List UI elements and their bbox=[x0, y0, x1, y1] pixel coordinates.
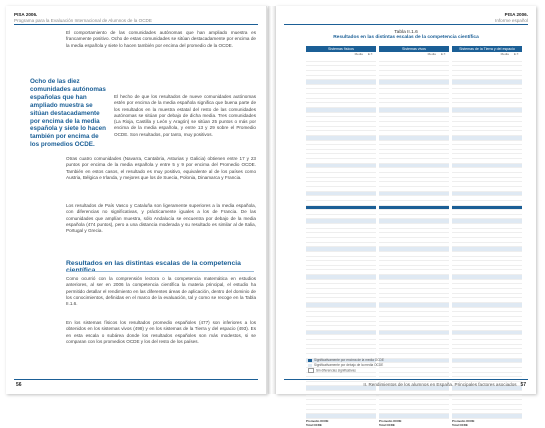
section-heading: Resultados en las distintas escalas de la competencia bbox=[66, 260, 241, 267]
legend-swatch bbox=[308, 359, 312, 362]
legend-swatch bbox=[308, 364, 312, 367]
left-page bbox=[6, 6, 267, 394]
paragraph-2: El hecho de que los resultados de nueve comunidades autónomas estén por encima de la media española significa que buena parte de los resultados en la muestra estatal del resto de las comunidades autónomas se sitúan por debajo de dicha media. Tres comunidades (La Rioja, Castilla y León y Aragón) se sitúan 25 puntos o más por encima de la media española, y entre 13 y 29 sobre el Promedio OCDE. Son resultados, por tanto, muy positivos. bbox=[114, 94, 256, 137]
table-legend bbox=[308, 358, 508, 373]
right-footer bbox=[363, 382, 526, 388]
right-header-subtitle: Informe español bbox=[495, 17, 528, 23]
reference-row-oecd-total: Total OCDE bbox=[452, 423, 468, 428]
left-running-header bbox=[14, 12, 152, 23]
column-header: Sistemas físicos bbox=[306, 46, 376, 52]
table-title: Resultados en las distintas escalas de la competencia científica bbox=[333, 35, 479, 40]
column-subheader: Media E.T. bbox=[500, 52, 519, 56]
paragraph-3: Otras cuatro comunidades (Navarra, Cantabria, Asturias y Galicia) obtienen entre 17 y 23 puntos por encima de la media española y entre 5 y 9 por encima del Promedio OCDE. También en estos casos, el resultado es muy positivo, equivalente al de los países como Austria, Bélgica e Irlanda, y mejores que los de Suecia, Polonia, Dinamarca y Francia. bbox=[66, 156, 256, 180]
reference-row-oecd-total: Total OCDE bbox=[306, 423, 322, 428]
pull-quote: Ocho de las diez comunidades autónomas españolas que han ampliado muestra se sitúan destacadamente por encima de la media española y siete lo hacen también por encima de los promedios OCDE. bbox=[30, 78, 106, 149]
left-header-subtitle: Programa para la Evaluación Internacional de Alumnos de la OCDE bbox=[14, 17, 152, 23]
footer-rule bbox=[14, 379, 258, 380]
reference-row-oecd-average: Promedio OCDE bbox=[379, 418, 402, 423]
left-page-number-wrap bbox=[16, 382, 22, 388]
reference-row-oecd-average: Promedio OCDE bbox=[452, 418, 475, 423]
reference-row-oecd-average: Promedio OCDE bbox=[306, 418, 329, 423]
legend-swatch bbox=[308, 368, 314, 373]
column-subheader: Media E.T. bbox=[427, 52, 446, 56]
section-rule bbox=[66, 271, 254, 272]
right-page bbox=[276, 6, 536, 428]
legend-item-below: Significativamente por debajo de la media OCDE bbox=[308, 363, 508, 368]
reference-row-oecd-total: Total OCDE bbox=[379, 423, 395, 428]
left-header-title: PISA 2006. bbox=[14, 12, 38, 17]
right-footer-text: II. Rendimientos de los alumnos en España. Principales factores asociados bbox=[363, 382, 517, 387]
right-page-number: 57 bbox=[520, 382, 526, 388]
column-header: Sistemas de la Tierra y del espacio bbox=[452, 46, 522, 52]
table-caption bbox=[276, 30, 536, 40]
footer-rule bbox=[284, 379, 528, 380]
paragraph-6: En los sistemas físicos los resultados promedio españoles (477) son inferiores a los obtenidos en los sistemas vivos (498) y en los sistemas de la Tierra y del espacio (493). Es en esta escala o subárea donde los resultados españoles son más modestos, si se comparan con los promedios OCDE y los del resto de los países. bbox=[66, 320, 256, 344]
right-running-header bbox=[495, 12, 528, 23]
right-header-title: PISA 2006. bbox=[504, 12, 528, 17]
column-header: Sistemas vivos bbox=[379, 46, 449, 52]
legend-item-none: Sin diferencias significativas bbox=[308, 368, 508, 373]
left-page-number: 56 bbox=[16, 382, 22, 388]
header-rule bbox=[284, 24, 528, 25]
table-number: Tabla II.1.6 bbox=[394, 30, 418, 35]
paragraph-5: Como ocurrió con la comprensión lectora o la competencia matemática en estudios anteriores, al ser en 2006 la competencia científica la materia principal, el estudio ha permitido detallar el rendimiento en las diferentes áreas de aplicación, dentro del dominio de los conocimientos, definidas en el marco de la evaluación, tal y como se recoge en la Tabla II.1.6. bbox=[66, 276, 256, 307]
paragraph-4: Los resultados de País Vasco y Cataluña son ligeramente superiores a la media española, con diferencias no significativas, y prácticamente iguales a los de Francia. De las comunidades que amplían muestra, sólo Andalucía se encuentra por debajo de la media española (474 puntos), pero a una distancia moderada y su resultado es similar al de Italia, Portugal y Grecia. bbox=[66, 203, 256, 234]
header-rule bbox=[14, 24, 258, 25]
legend-item-above: Significativamente por encima de la media OCDE bbox=[308, 358, 508, 363]
book-gutter bbox=[268, 6, 276, 394]
paragraph-1: El comportamiento de las comunidades autónomas que han ampliado muestra es francamente positivo. Ocho de estas comunidades se sitúan destacadamente por encima de la media española y siete lo hacen también por encima del promedio de la OCDE. bbox=[66, 30, 256, 48]
column-subheader: Media E.T. bbox=[354, 52, 373, 56]
